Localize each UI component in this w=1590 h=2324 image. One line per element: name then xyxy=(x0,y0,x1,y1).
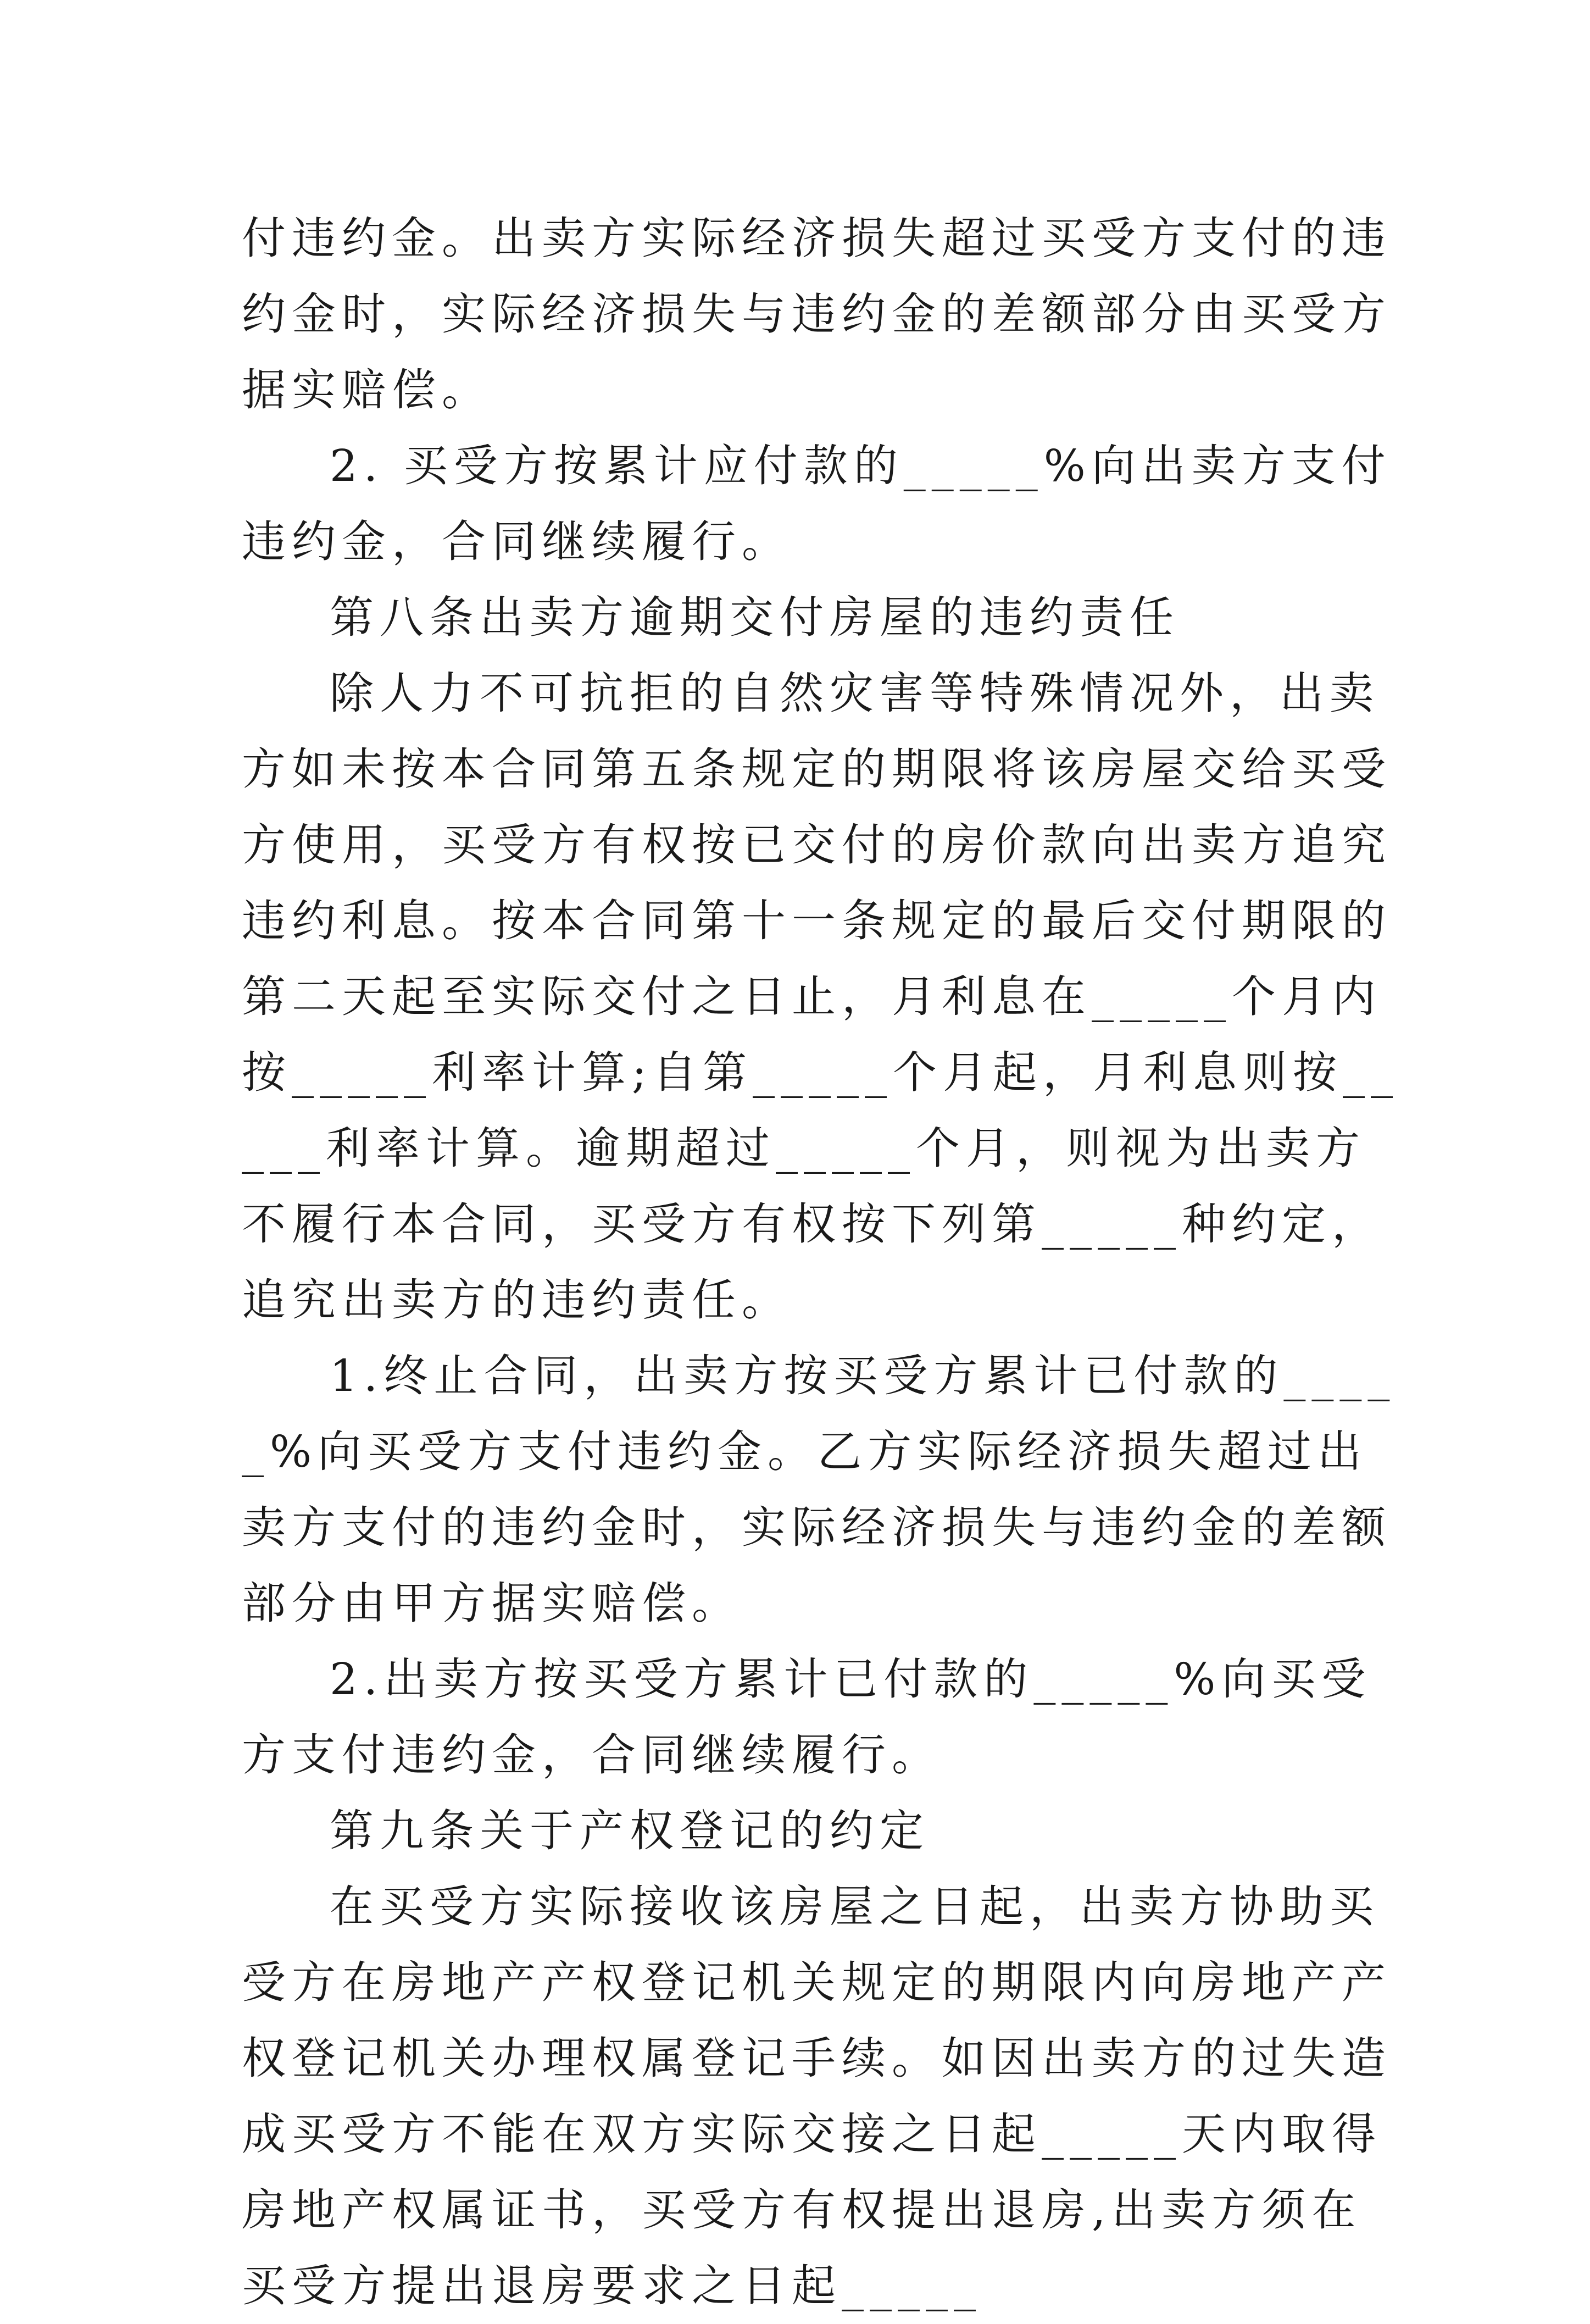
paragraph-clause-7-item-2: 2. 买受方按累计应付款的_____%向出卖方支付违约金，合同继续履行。 xyxy=(242,440,1392,567)
contract-text xyxy=(242,201,1406,2324)
heading-article-8: 第八条出卖方逾期交付房屋的违约责任 xyxy=(330,592,1180,643)
paragraph-article-8-item-1: 1.终止合同，出卖方按买受方累计已付款的_____%向买受方支付违约金。乙方实际经济损失超过出卖方支付的违约金时，实际经济损失与违约金的差额部分由甲方据实赔偿。 xyxy=(242,1350,1396,1629)
paragraph-article-8-body: 除人力不可抗拒的自然灾害等特殊情况外，出卖方如未按本合同第五条规定的期限将该房屋交给买受方使用，买受方有权按已交付的房价款向出卖方追究违约利息。按本合同第十一条规定的最后交付期限的第二天起至实际交付之日止，月利息在_____个月内按_____利率计算;自第_____个月起，月利息则按_____利率计算。逾期超过_____个月，则视为出卖方不履行本合同，买受方有权按下列第_____种约定，追究出卖方的违约责任。 xyxy=(242,668,1399,1325)
paragraph-article-9-body: 在买受方实际接收该房屋之日起，出卖方协助买受方在房地产产权登记机关规定的期限内向房地产产权登记机关办理权属登记手续。如因出卖方的过失造成买受方不能在双方实际交接之日起_____天内取得房地产权属证书，买受方有权提出退房,出卖方须在买受方提出退房要求之日起_____ xyxy=(242,1881,1392,2311)
paragraph-article-8-item-2: 2.出卖方按买受方累计已付款的_____%向买受方支付违约金，合同继续履行。 xyxy=(242,1654,1372,1781)
paragraph-continuation: 付违约金。出卖方实际经济损失超过买受方支付的违约金时，实际经济损失与违约金的差额部分由买受方据实赔偿。 xyxy=(242,213,1392,415)
heading-article-9: 第九条关于产权登记的约定 xyxy=(330,1805,930,1856)
